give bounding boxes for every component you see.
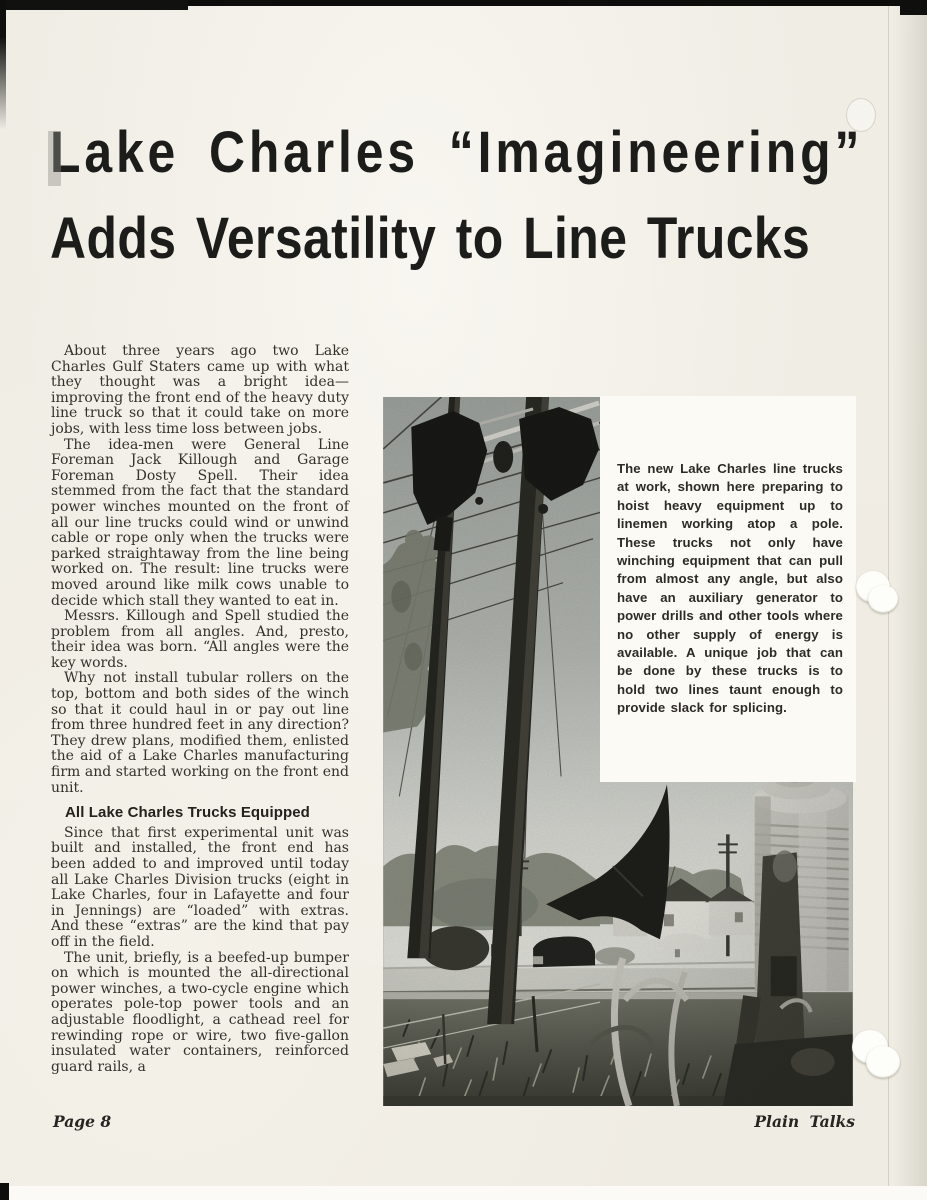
- punch-hole: [854, 571, 900, 615]
- article-paragraph: Since that first experimental unit was built and installed, the front end has been added to and improved until today all Lake Charles Division trucks (eight in Lake Charles, four in Lafayette and four in Jennings) are “loaded” with extras. And these “extras” are the kind that pay off in the field.: [51, 824, 349, 950]
- article-subheading: All Lake Charles Trucks Equipped: [65, 804, 310, 822]
- headline-line-1: Lake Charles “Imagineering”: [50, 120, 864, 185]
- punch-hole: [850, 1028, 902, 1080]
- scan-edge-top-right: [900, 0, 927, 15]
- article-body-column: [51, 344, 349, 1075]
- article-headline: [50, 110, 863, 282]
- scan-edge-top-left: [0, 0, 188, 10]
- publication-name: Plain Talks: [754, 1112, 855, 1131]
- headline-line-2: Adds Versatility to Line Trucks: [50, 206, 811, 271]
- article-paragraph: The idea-men were General Line Foreman Jack Killough and Garage Foreman Dosty Spell. Their idea stemmed from the fact that the standard power winches mounted on the front of all our line trucks could wind or unwind cable or rope only when the trucks were parked straightaway from the line being worked on. The result: line trucks were moved around like milk cows unable to decide which stall they wanted to eat in.: [51, 436, 349, 609]
- article-paragraph: Messrs. Killough and Spell studied the problem from all angles. And, presto, their idea was born. “All angles were the key words.: [51, 608, 349, 671]
- ink-smudge: [48, 131, 61, 186]
- scan-edge-bottom: [0, 1186, 927, 1200]
- article-paragraph: The unit, briefly, is a beefed-up bumper on which is mounted the all-directional power winches, a two-cycle engine which operates pole-top power tools and an adjustable floodlight, a cathead reel for rewinding rope or wire, two five-gallon insulated water containers, reinforced guard rails, a: [51, 949, 349, 1075]
- photo-caption: The new Lake Charles line trucks at work, shown here preparing to hoist heavy equipment up to linemen working atop a pole. These trucks not only have winching equipment that can pull from almost any angle, but also have an auxiliary generator to power drills and other tools where no other supply of energy is available. A unique job that can be done by these trucks is to hold two lines taunt enough to provide slack for splicing.: [617, 461, 843, 716]
- photo-caption-panel: [600, 396, 856, 782]
- scan-edge-bottom-left: [0, 1183, 9, 1200]
- scan-edge-left: [0, 0, 6, 130]
- page-footer: [53, 1112, 855, 1131]
- article-paragraph: About three years ago two Lake Charles Gulf Staters came up with what they thought was a bright idea—improving the front end of the heavy duty line truck so that it could take on more jobs, with less time loss between jobs.: [51, 343, 349, 437]
- article-paragraph: Why not install tubular rollers on the top, bottom and both sides of the winch so that it could haul in or pay out line from three hundred feet in any direction? They drew plans, modified them, enlisted the aid of a Lake Charles manufacturing firm and started working on the front end unit.: [51, 670, 349, 796]
- page-number: Page 8: [53, 1112, 112, 1131]
